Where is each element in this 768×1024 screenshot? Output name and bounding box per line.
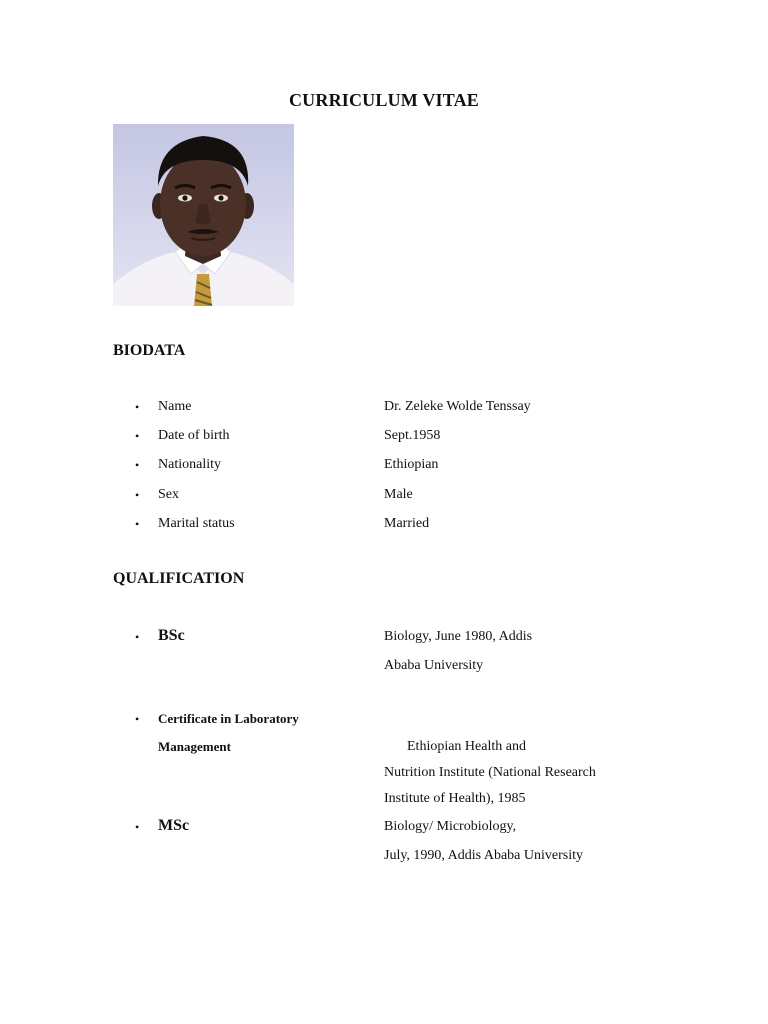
biodata-heading: BIODATA (113, 342, 186, 359)
bullet-point: • (135, 712, 140, 726)
portrait-photo (113, 124, 294, 306)
portrait-illustration (113, 124, 294, 306)
qualification-detail: Institute of Health), 1985 (384, 791, 526, 806)
bullet-point: • (135, 820, 140, 834)
qualification-label: BSc (158, 627, 185, 644)
biodata-label: Sex (158, 487, 179, 502)
biodata-label: Marital status (158, 516, 235, 531)
bullet-point: • (135, 517, 140, 531)
qualification-label: MSc (158, 817, 190, 834)
biodata-label: Name (158, 399, 192, 414)
biodata-value: Married (384, 516, 430, 531)
qualification-detail: Biology/ Microbiology, (384, 819, 517, 834)
qualification-detail: July, 1990, Addis Ababa University (384, 848, 583, 863)
biodata-label: Date of birth (158, 428, 230, 443)
qualification-heading: QUALIFICATION (113, 570, 245, 587)
biodata-value: Ethiopian (384, 457, 439, 472)
bullet-point: • (135, 429, 140, 443)
qualification-detail: Ababa University (384, 658, 484, 673)
biodata-value: Dr. Zeleke Wolde Tenssay (384, 399, 531, 414)
bullet-point: • (135, 488, 140, 502)
qualification-detail: Ethiopian Health and (407, 739, 526, 754)
bullet-point: • (135, 458, 140, 472)
bullet-point: • (135, 400, 140, 414)
bullet-point: • (135, 630, 140, 644)
biodata-label: Nationality (158, 457, 221, 472)
qualification-label: Certificate in Laboratory (158, 711, 299, 726)
biodata-value: Male (384, 487, 413, 502)
biodata-value: Sept.1958 (384, 428, 441, 443)
qualification-detail: Biology, June 1980, Addis (384, 629, 533, 644)
qualification-detail: Nutrition Institute (National Research (384, 765, 596, 780)
page-title: CURRICULUM VITAE (288, 90, 480, 110)
qualification-label-continued: Management (158, 739, 231, 754)
